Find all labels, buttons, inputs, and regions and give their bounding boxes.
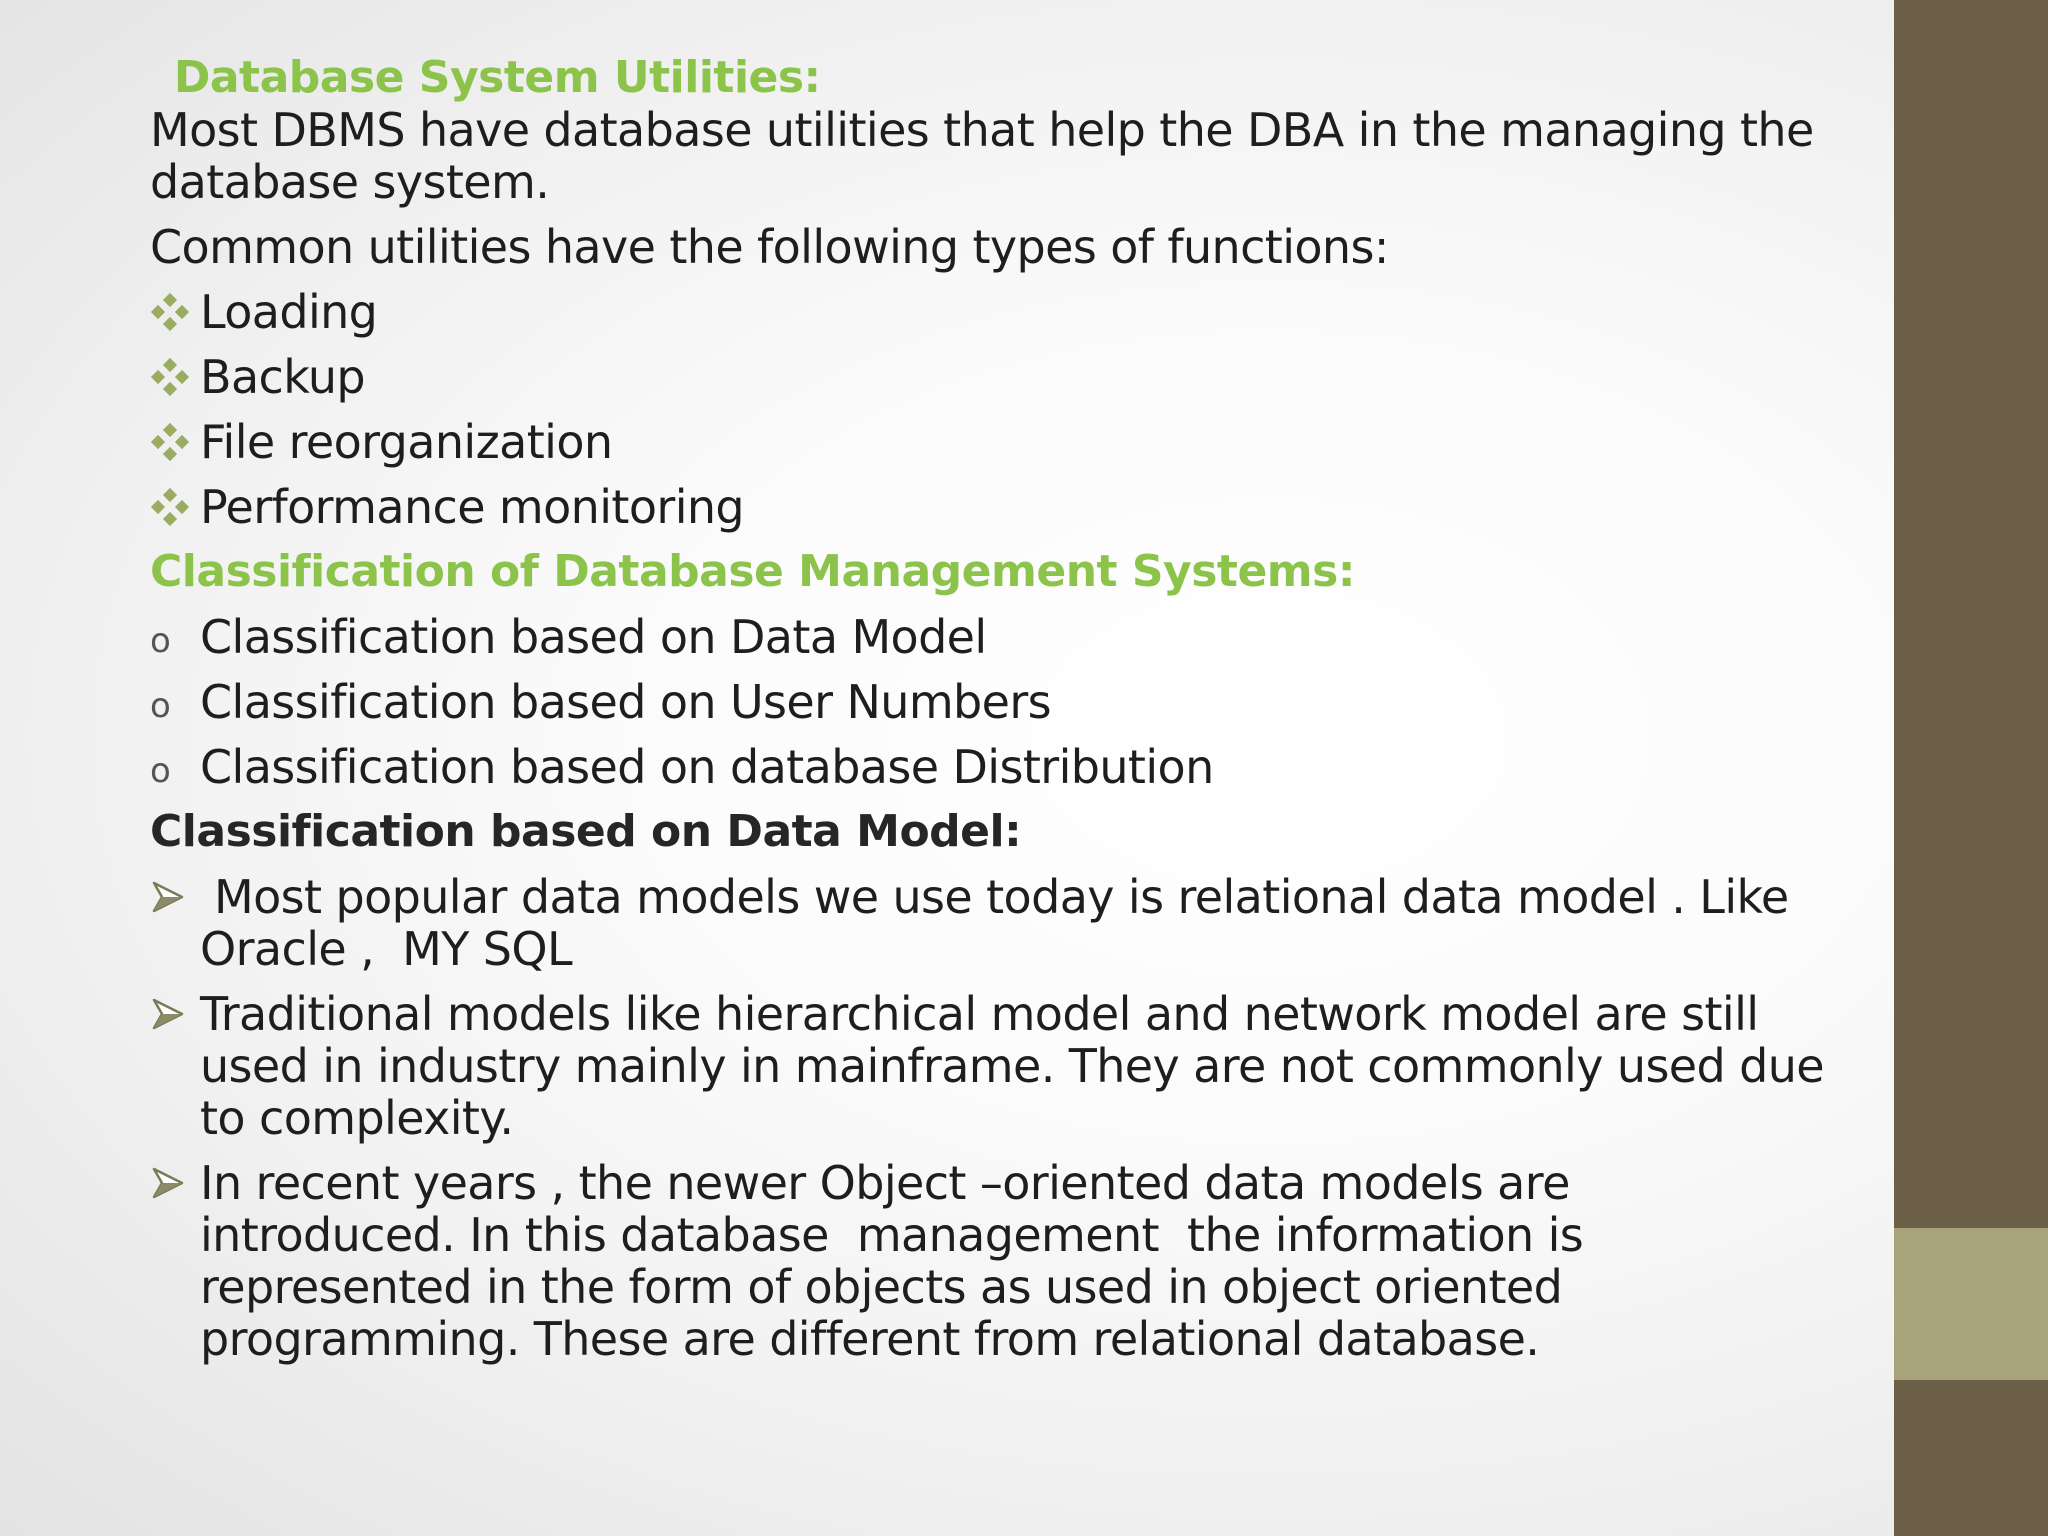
arrow-bullet-icon <box>150 871 200 923</box>
point-line: programming. These are different from relational database. <box>200 1312 1540 1366</box>
side-decoration-bar <box>1894 0 2048 1536</box>
point-line: introduced. In this database management the information is <box>200 1208 1584 1262</box>
circle-bullet-icon: o <box>150 751 171 791</box>
classification-label: Classification based on User Numbers <box>200 675 1052 729</box>
diamond-bullet-icon <box>150 481 200 533</box>
point-line: represented in the form of objects as used in object oriented <box>200 1260 1563 1314</box>
list-item <box>150 351 1850 403</box>
classification-label: Classification based on Data Model <box>200 610 987 664</box>
functions-intro: Common utilities have the following types of functions: <box>150 220 1389 274</box>
slide-content <box>150 52 1850 1365</box>
arrow-bullet-icon <box>150 988 200 1040</box>
data-model-point <box>200 988 1850 1144</box>
circle-bullet-icon: o <box>150 621 171 661</box>
intro-line: database system. <box>150 155 550 209</box>
side-decoration-accent <box>1894 1228 2048 1380</box>
list-item <box>150 741 1850 793</box>
list-item <box>150 871 1850 975</box>
point-line: Traditional models like hierarchical model and network model are still <box>200 987 1759 1041</box>
function-label: Backup <box>200 350 366 404</box>
list-item <box>150 481 1850 533</box>
data-model-point <box>200 1157 1850 1365</box>
list-item <box>150 611 1850 663</box>
heading-classification-dbms: Classification of Database Management Systems: <box>150 546 1355 597</box>
intro-line: Most DBMS have database utilities that help the DBA in the managing the <box>150 103 1814 157</box>
point-line: Most popular data models we use today is relational data model . Like <box>200 870 1789 924</box>
diamond-bullet-icon <box>150 286 200 338</box>
diamond-bullet-icon <box>150 416 200 468</box>
list-item <box>150 988 1850 1144</box>
intro-paragraph <box>150 104 1850 208</box>
list-item <box>150 1157 1850 1365</box>
circle-bullet-icon: o <box>150 686 171 726</box>
classification-label: Classification based on database Distribution <box>200 740 1214 794</box>
data-model-point <box>200 871 1850 975</box>
point-line: used in industry mainly in mainframe. They are not commonly used due <box>200 1039 1824 1093</box>
arrow-bullet-icon <box>150 1157 200 1209</box>
point-line: Oracle , MY SQL <box>200 922 573 976</box>
function-label: File reorganization <box>200 415 613 469</box>
function-label: Performance monitoring <box>200 480 745 534</box>
heading-database-system-utilities: Database System Utilities: <box>159 52 821 103</box>
list-item <box>150 676 1850 728</box>
diamond-bullet-icon <box>150 351 200 403</box>
point-line: In recent years , the newer Object –oriented data models are <box>200 1156 1570 1210</box>
list-item <box>150 286 1850 338</box>
function-label: Loading <box>200 285 378 339</box>
list-item <box>150 416 1850 468</box>
heading-classification-data-model: Classification based on Data Model: <box>150 806 1022 857</box>
point-line: to complexity. <box>200 1091 514 1145</box>
